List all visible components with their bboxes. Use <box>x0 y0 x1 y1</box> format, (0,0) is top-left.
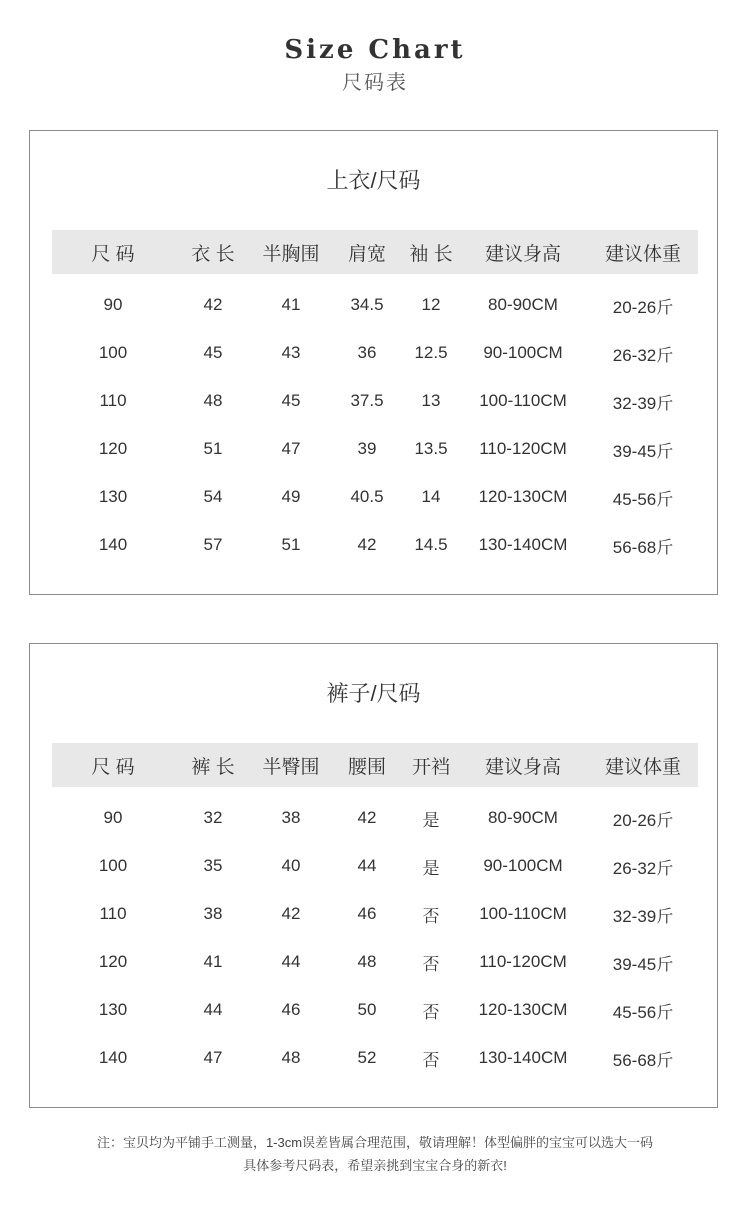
tops-table-title: 上衣/尺码 <box>326 168 421 193</box>
table-cell: 41 <box>203 952 223 971</box>
table-cell: 80-90CM <box>488 808 558 827</box>
table-cell: 45 <box>281 391 301 410</box>
table-cell: 56-68斤 <box>612 537 674 557</box>
table-cell: 42 <box>203 295 223 314</box>
table-cell: 14.5 <box>414 535 448 554</box>
table-cell: 40.5 <box>350 487 384 506</box>
table-cell: 130-140CM <box>478 1048 568 1067</box>
table-cell: 32-39斤 <box>612 906 674 926</box>
column-header: 半胸围 <box>262 243 320 265</box>
column-header: 裤 长 <box>191 756 235 778</box>
tops-table-body <box>52 281 698 569</box>
table-cell: 13.5 <box>414 439 448 458</box>
table-cell: 44 <box>203 1000 223 1019</box>
table-row <box>52 842 698 890</box>
table-cell: 39-45斤 <box>612 954 674 974</box>
column-header: 建议体重 <box>604 756 681 778</box>
table-cell: 37.5 <box>350 391 384 410</box>
table-cell: 45-56斤 <box>612 489 674 509</box>
table-cell: 52 <box>357 1048 377 1067</box>
table-cell: 44 <box>281 952 301 971</box>
table-row <box>52 281 698 329</box>
table-cell: 45-56斤 <box>612 1002 674 1022</box>
table-cell: 20-26斤 <box>612 297 674 317</box>
table-row <box>52 329 698 377</box>
table-cell: 130 <box>98 487 128 506</box>
column-header: 尺 码 <box>91 756 135 778</box>
column-header: 肩宽 <box>347 243 386 265</box>
table-cell: 38 <box>203 904 223 923</box>
table-row <box>52 986 698 1034</box>
table-cell: 48 <box>357 952 377 971</box>
table-cell: 54 <box>203 487 223 506</box>
page-header <box>0 33 750 97</box>
table-cell: 46 <box>281 1000 301 1019</box>
table-cell: 140 <box>98 1048 128 1067</box>
page-title: Size Chart <box>284 35 466 65</box>
table-cell: 32 <box>203 808 223 827</box>
table-cell: 否 <box>422 1050 440 1070</box>
table-cell: 34.5 <box>350 295 384 314</box>
table-cell: 120 <box>98 952 128 971</box>
table-cell: 26-32斤 <box>612 345 674 365</box>
table-cell: 56-68斤 <box>612 1050 674 1070</box>
table-cell: 47 <box>203 1048 223 1067</box>
table-cell: 120 <box>98 439 128 458</box>
table-cell: 100-110CM <box>479 904 567 923</box>
table-cell: 45 <box>203 343 223 362</box>
table-row <box>52 890 698 938</box>
table-cell: 32-39斤 <box>612 393 674 413</box>
table-cell: 43 <box>281 343 301 362</box>
note-line-1: 注：宝贝均为平铺手工测量，1-3cm误差皆属合理范围，敬请理解！体型偏胖的宝宝可以选大一码 <box>96 1135 654 1150</box>
column-header: 衣 长 <box>191 243 235 265</box>
table-cell: 46 <box>357 904 377 923</box>
table-cell: 110-120CM <box>479 439 567 458</box>
table-cell: 49 <box>281 487 301 506</box>
table-row <box>52 377 698 425</box>
table-cell: 40 <box>281 856 301 875</box>
table-cell: 是 <box>422 810 440 830</box>
table-cell: 80-90CM <box>488 295 558 314</box>
pants-table-title: 裤子/尺码 <box>326 681 421 706</box>
column-header: 开裆 <box>411 756 450 778</box>
tops-size-table <box>29 130 718 595</box>
table-cell: 47 <box>281 439 301 458</box>
table-cell: 120-130CM <box>478 1000 568 1019</box>
table-cell: 100 <box>98 343 128 362</box>
note-line-2: 具体参考尺码表，希望亲挑到宝宝合身的新衣! <box>243 1158 507 1173</box>
table-cell: 90-100CM <box>483 343 563 362</box>
table-cell: 否 <box>422 1002 440 1022</box>
table-cell: 否 <box>422 954 440 974</box>
table-cell: 90 <box>103 808 123 827</box>
pants-header-row <box>52 743 698 787</box>
table-cell: 12 <box>421 295 441 314</box>
table-cell: 110 <box>99 904 127 923</box>
table-row <box>52 425 698 473</box>
pants-table-body <box>52 794 698 1082</box>
column-header: 半臀围 <box>262 756 320 778</box>
table-cell: 42 <box>281 904 301 923</box>
table-cell: 110 <box>99 391 127 410</box>
table-cell: 26-32斤 <box>612 858 674 878</box>
table-cell: 39-45斤 <box>612 441 674 461</box>
table-cell: 12.5 <box>414 343 448 362</box>
table-cell: 57 <box>203 535 223 554</box>
table-cell: 否 <box>422 906 440 926</box>
table-cell: 130-140CM <box>478 535 568 554</box>
column-header: 尺 码 <box>91 243 135 265</box>
table-cell: 100-110CM <box>479 391 567 410</box>
table-cell: 20-26斤 <box>612 810 674 830</box>
table-cell: 51 <box>281 535 301 554</box>
tops-header-row <box>52 230 698 274</box>
table-cell: 42 <box>357 808 377 827</box>
column-header: 建议体重 <box>604 243 681 265</box>
table-cell: 35 <box>203 856 223 875</box>
column-header: 建议身高 <box>484 243 561 265</box>
table-cell: 100 <box>98 856 128 875</box>
table-row <box>52 1034 698 1082</box>
column-header: 腰围 <box>347 756 386 778</box>
table-row <box>52 938 698 986</box>
table-row <box>52 521 698 569</box>
table-cell: 14 <box>421 487 441 506</box>
table-cell: 120-130CM <box>478 487 568 506</box>
measurement-note <box>0 1131 750 1177</box>
table-cell: 38 <box>281 808 301 827</box>
column-header: 袖 长 <box>409 243 453 265</box>
table-cell: 42 <box>357 535 377 554</box>
table-cell: 36 <box>357 343 377 362</box>
table-cell: 39 <box>357 439 377 458</box>
table-cell: 48 <box>281 1048 301 1067</box>
table-cell: 130 <box>98 1000 128 1019</box>
column-header: 建议身高 <box>484 756 561 778</box>
table-cell: 110-120CM <box>479 952 567 971</box>
table-cell: 44 <box>357 856 377 875</box>
table-cell: 是 <box>422 858 440 878</box>
table-row <box>52 794 698 842</box>
table-cell: 50 <box>357 1000 377 1019</box>
table-cell: 13 <box>421 391 441 410</box>
table-cell: 51 <box>203 439 223 458</box>
table-cell: 90-100CM <box>483 856 563 875</box>
table-cell: 90 <box>103 295 123 314</box>
pants-size-table <box>29 643 718 1108</box>
table-cell: 140 <box>98 535 128 554</box>
table-cell: 48 <box>203 391 223 410</box>
table-row <box>52 473 698 521</box>
page-subtitle: 尺码表 <box>342 72 408 94</box>
table-cell: 41 <box>281 295 301 314</box>
